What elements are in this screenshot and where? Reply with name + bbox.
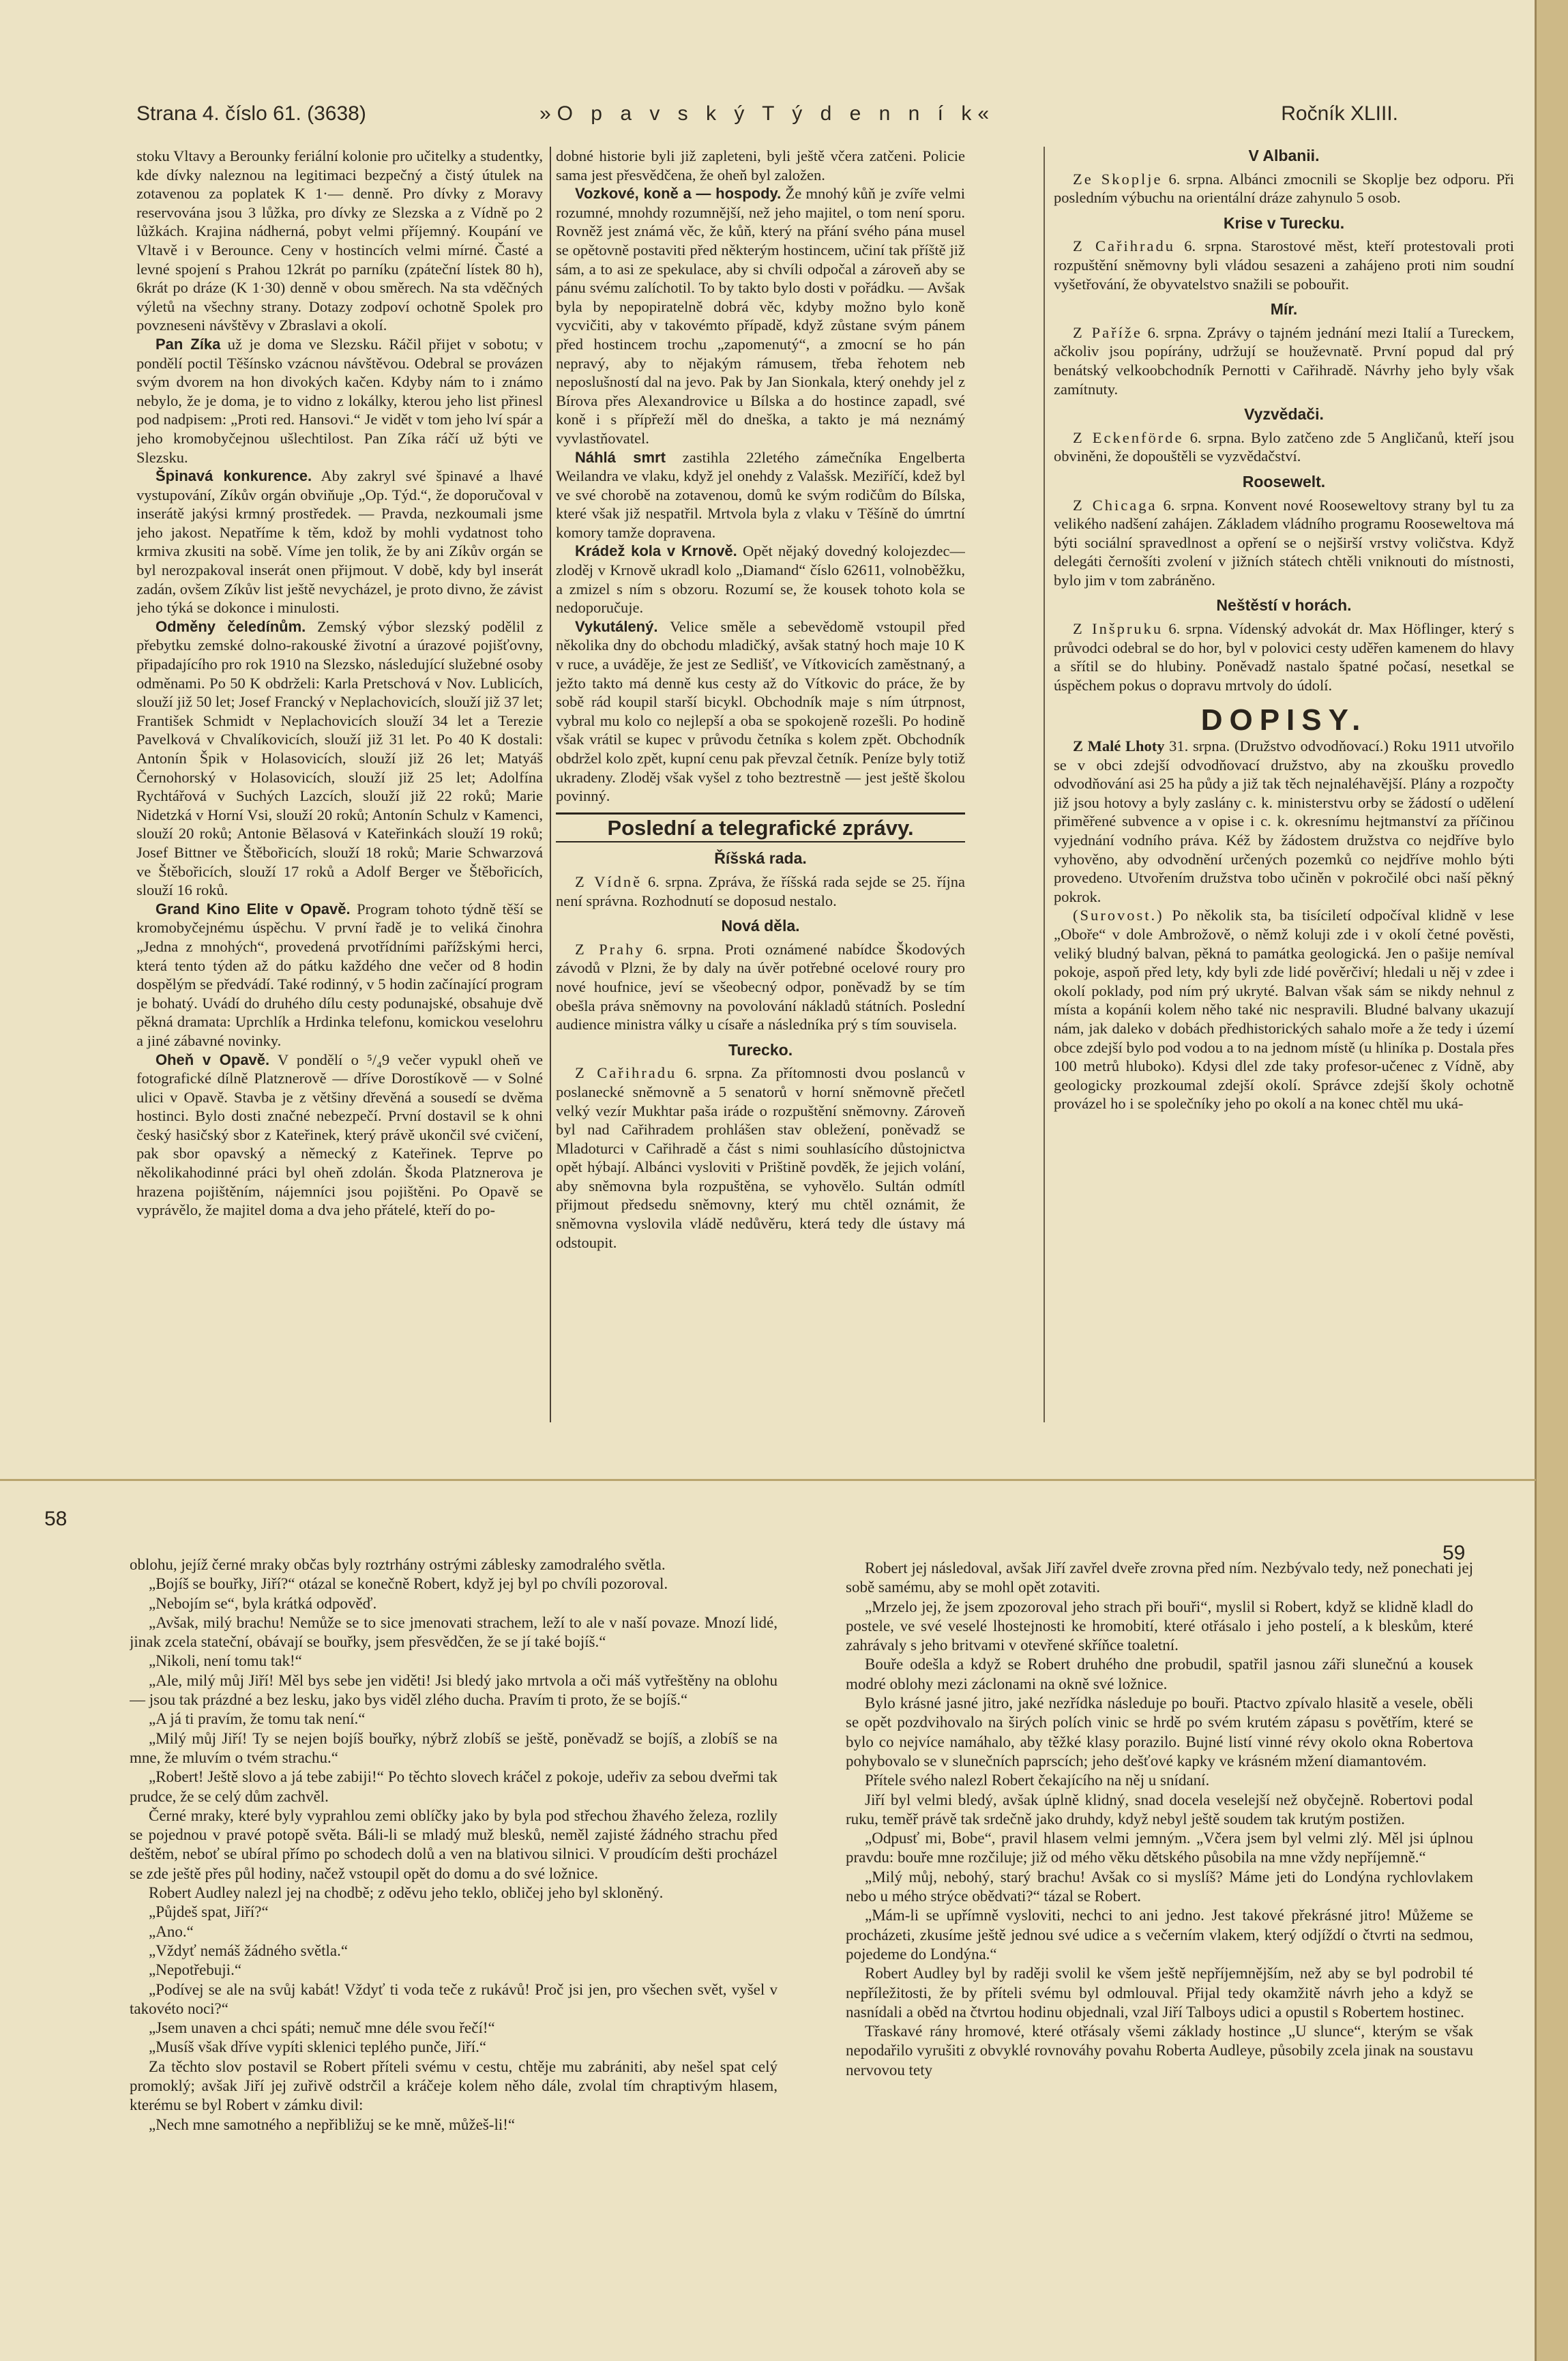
article-text: Opět nějaký dovedný kolojezdec—zloděj v Krnově ukradl kolo „Diamand“ číslo 62611, volnoběžku, a zmizel s ním s obzoru. Rozumí se, že kousek tohoto kola se nedoporučuje. — [556, 542, 965, 617]
article-text: Aby zakryl své špinavé a lhavé vystupování, Zíkův orgán obviňuje „Op. Týd.“, že doporučoval v inserátě jakýsi krmný prostředek. — Pravda, nezkoumali jsme jeho jakost. Nepatříme k těm, kdož by mohli vydatnost toho krmiva zkusiti na sobě. Víme jen tolik, že by ani Zíkův orgán se byl nerozpakoval inserát onen přijmout. V době, kdy byl inserát zadán, ovšem Zíkův list ještě nevycházel, je proto divno, že závist jeho týká se dokonce i minulosti. — [136, 467, 543, 617]
header-title: »O p a v s k ý T ý d e n n í k« — [539, 102, 996, 125]
novel-paragraph: „Ale, milý můj Jiří! Měl bys sebe jen viděti! Jsi bledý jako mrtvola a oči máš vytřeštěny na oblohu — jsou tak prázdné a bez lesku, jako bys viděl zlého ducha. Pravím ti proto, že se bojíš.“ — [130, 1671, 778, 1709]
news-text: 6. srpna. Albánci zmocnili se Skoplje bez odporu. Při posledním výbuchu na orientální dráze zahynulo 5 osob. — [1054, 170, 1514, 207]
novel-paragraph: Za těchto slov postavil se Robert příteli svému v cestu, chtěje mu zabrániti, aby nešel spat celý promoklý; avšak Jiří jej zuřivě odstrčil a kráčeje kolem něho dále, zvolal tím chraptivým hlasem, kterému se byl Robert v zámku divil: — [130, 2057, 778, 2114]
article-paragraph — [556, 542, 965, 617]
article-text: zastihla 22letého zámečníka Engelberta Weilandra ve vlaku, když jel onehdy z Valašsk. Meziříčí, kdež byl ve své chorobě na zotavenou, domů ke svým rodičům do Bílska, které však již nespatřil. Mrtvola byla z vlaku v Těšíně do úmrtní komory tamže dopravena. — [556, 448, 965, 541]
novel-paragraph: „Milý můj, nebohý, starý brachu! Avšak co si myslíš? Máme jeti do Londýna rychlovlakem nebo u mého strýce obědvati?“ tázal se Robert. — [846, 1868, 1473, 1905]
column-rule — [1044, 147, 1045, 1422]
novel-paragraph: „Nikoli, není tomu tak!“ — [149, 1652, 302, 1670]
news-item — [556, 872, 965, 910]
dateline: Z Cařihradu — [1073, 237, 1175, 255]
novel-paragraph: „Musíš však dříve vypíti sklenici teplého punče, Jiří.“ — [149, 2038, 487, 2056]
column-2 — [556, 147, 965, 1429]
section-title: Poslední a telegrafické zprávy. — [556, 812, 965, 843]
page-divider — [0, 1479, 1536, 1481]
article-paragraph: dobné historie byli již zapleteni, byli ještě včera zatčeni. Policie sama jest přesvědčena, že oheň byl založen. — [556, 147, 965, 184]
dateline: Z Eckenförde — [1073, 428, 1184, 446]
subheading: Mír. — [1270, 300, 1298, 319]
novel-paragraph: oblohu, jejíž černé mraky občas byly roztrhány ostrými záblesky zamodralého světla. — [130, 1556, 666, 1573]
novel-column-left — [130, 1555, 778, 2238]
subheading: Krise v Turecku. — [1223, 214, 1345, 232]
subheading: Vyzvědači. — [1244, 405, 1324, 424]
page-edge-line — [1535, 0, 1537, 2361]
novel-paragraph: „Bojíš se bouřky, Jiří?“ otázal se konečně Robert, když jej byl po chvíli pozoroval. — [149, 1575, 668, 1593]
news-item — [1054, 323, 1514, 398]
news-text: 6. srpna. Za přítomnosti dvou poslanců v poslanecké sněmovně a 5 senatorů v horní sněmovně přečetl velký vezír Mukhtar paša iráde o rozpuštění sněmovny. Zároveň byl nad Cařihradem prohlášen stav obležení, poněvadž se Mladoturci v Cařihradě a část s nimi souhlasícího důstojnictva opět hýbají. Albánci vysloviti v Prištině povděk, že jejich volání, aby sněmovna byla rozpuštěna, se vyhovělo. Sultán odmítl přijmout předsedu sněmovny, který mu chtěl oznámit, že sněmovna vyslovila vládě nedůvěru, která tedy dle ústavy má odstoupit. — [556, 1064, 965, 1251]
letter-text: 31. srpna. (Družstvo odvodňovací.) Roku 1911 utvořilo se v obci zdejší odvodňovací družstvo, aby na zkoušku provedlo odvodňování asi 25 ha půdy a již tak těch nejnaléhavější. Plány a rozpočty již jsou hotovy a byly zaslány c. k. ministerstvu orby se žádostí o udělení přiměřené subvence a v opise i c. k. okresnímu hejtmanství za příčinou vyjednání vodního práva. Kéž by žádostem družstva co nejdříve bylo vyhověno, aby odvodnění určených pozemků co nejdříve mohlo býti provedeno. Utvořením družstva tobo učiněn v pokročilé obci naší pěkný pokrok. — [1054, 737, 1514, 905]
page-number-left: 58 — [44, 1508, 68, 1530]
article-paragraph: stoku Vltavy a Berounky feriální kolonie pro učitelky a studentky, kde dívky naleznou na legitimaci bezpečný a čistý útulek na zotavenou za poplatek K 1·— denně. Pro dívky z Moravy reservována jsou 3 lůžka, pro dívky ze Slezska a z Vídně po 2 lůžkách. Krajina nádherná, pobyt velmi příjemný. Koupání ve Vltavě i v Berounce. Ceny v hostincích velmi mírné. Časté a levné spojení s Prahou 12krát po parníku (zpáteční lístek 80 h), 6krát po dráze (K 1·30) denně v obou směrech. Na sta vděčných výletů na všechny strany. Dotazy zodpoví ochotně Spolek pro povzneseni návštěvy v Zbraslavi a okolí. — [136, 147, 543, 334]
novel-paragraph: Bouře odešla a když se Robert druhého dne probudil, spatřil jasnou záři slunečnú a kousek modré oblohy mezi záclonami na okně své ložnice. — [846, 1656, 1473, 1692]
dateline: Z Vídně — [575, 872, 642, 890]
header-volume: Ročník XLIII. — [1281, 102, 1398, 125]
news-text: 6. srpna. Proti oznámené nabídce Škodových závodů v Plzni, že by daly na úvěr potřebné ocelové roury pro nové houfnice, jeví se všeobecný odpor, poněvadž by se tím obešla práva sněmovny na povolování nákladů státních. Poslední audience ministra války u císaře a následníka prý s tím souvisela. — [556, 940, 965, 1033]
novel-paragraph: „Nepotřebuji.“ — [149, 1961, 242, 1979]
news-text: 6. srpna. Starostové měst, kteří protestovali proti rozpuštění sněmovny byli vládou sesazeni a zahájeno proti nim soudní vyšetřování, že obyvatelstvo snažili se pobouřit. — [1054, 237, 1514, 293]
article-headline: Krádež kola v Krnově. — [575, 542, 737, 560]
novel-paragraph: Robert Audley nalezl jej na chodbě; z oděvu jeho teklo, obličej jeho byl skloněný. — [149, 1884, 664, 1902]
article-headline: Grand Kino Elite v Opavě. — [156, 900, 351, 918]
news-item — [1054, 428, 1514, 466]
article-paragraph — [556, 448, 965, 542]
novel-paragraph: Přítele svého nalezl Robert čekajícího na něj u snídaní. — [865, 1772, 1210, 1789]
news-item — [1054, 237, 1514, 293]
dateline: Z Cařihradu — [575, 1064, 677, 1082]
letters-section-title: DOPISY. — [1200, 703, 1367, 737]
novel-paragraph: Černé mraky, které byly vyprahlou zemi oblíčky jako by byla pod střechou žhavého železa, rozlily se pojednou v pravé potopě světa. Báli-li se mladý muž blesků, neměl zajisté žádného strachu před deštěm, neboť se ubíral přímo po schodech dolů a ven na blativou silnici. V proudícím dešti procházel se zde ještě přes půl hodiny, načež vstoupil opět do domu a do své ložnice. — [130, 1806, 778, 1882]
novel-paragraph: Jiří byl velmi bledý, avšak úplně klidný, snad docela veselejší než obyčejně. Robertovi podal ruku, teměř právě tak srdečně jako druhdy, když nebyl ještě soudem tak krutým postižen. — [846, 1791, 1473, 1828]
subheading: Roosewelt. — [1242, 472, 1326, 490]
header-page-info: Strana 4. číslo 61. (3638) — [136, 102, 366, 125]
article-headline: Oheň v Opavě. — [156, 1051, 270, 1068]
article-paragraph — [136, 467, 543, 617]
novel-paragraph: „Půjdeš spat, Jiří?“ — [149, 1903, 269, 1921]
letter-text: Po několik sta, ba tisíciletí odpočíval klidně v lese „Oboře“ v dole Ambrožově, o němž koluji zde i v okolí četné pověsti, veliký bludný balvan, pěkná to památka geologická. Jen o pašije nemíval pokoje, aspoň před lety, kdy byli zde lidé pověrčiví; hledali u něj v zdee i okolí poklady, pod ním prý ukryté. Balvan však sám se nikdy nehnul z místa a kopáníi kolem něho také nic nespravili. Bludné balvany ukazují nám, jak daleko v dobách předhistorických sahalo moře a že tedy i území obce zdejší bylo pod vodou a to na jednom místě (u hliníka p. Dostala přes 100 metrů hluboko). Kdysi dlel zde taky profesor-učenec z Vídně, aby geologicky prozkoumal zdejší okolí. Správce zdejší školy ochotně provázel ho i se společníky jeho po okolí a na konec chtěl mu uká- — [1054, 907, 1514, 1113]
novel-paragraph: Robert jej následoval, avšak Jiří zavřel dveře zrovna před ním. Nezbývalo tedy, než ponechati jej sobě samému, aby se mohl opět zotaviti. — [846, 1559, 1473, 1596]
article-text: Že mnohý kůň je zvíře velmi rozumné, mnohdy rozumnější, než jeho majitel, o tom není sporu. Rovněž jest známá věc, že kůň, který na přání svého pána musel se opětovně postaviti před některým hostincem, učiní tak příště již sám, a to asi ze spekulace, aby si chvíli odpočal a zároveň aby se pánu svému zalíchotil. To by takto bylo dosti v pořádku. — Avšak byla by nepopiratelně dobrá věc, kdyby možno bylo koně vycvičiti, aby v takovémto případě, když zůstane svým pánem před hostincem trochu „zapomenutý“, a zmocní se ho pán nepravý, aby to nějakým rámusem, třeba řehotem neb neposlušností dal na jevo. Pak by Jan Sionkala, který onehdy jel z Bírova přes Alexandrovice u Bílska a do hostince zapadl, své koně i s přípřeží měl do dneška, a takto je má neznámý vyvlastňovatel. — [556, 185, 965, 447]
news-text: 6. srpna. Vídenský advokát dr. Max Höflinger, který s průvodci odebral se do hor, byl v polovici cesty uděřen kamenem do hlavy a sřítil se do hlubiny. Poněvadž nastalo špatné počasí, nesetkal se úspěchem pokus o dopravu mrtvoly do údolí. — [1054, 620, 1514, 694]
news-item — [1054, 619, 1514, 694]
novel-paragraph: „Odpusť mi, Bobe“, pravil hlasem velmi jemným. „Včera jsem byl velmi zlý. Měl jsi úplnou pravdu: bouře mne rozčiluje; již od mého věku dětského působila na mne vždy nepříjemně.“ — [846, 1830, 1473, 1866]
novel-paragraph: „Jsem unaven a chci spáti; nemuč mne déle svou řečí!“ — [149, 2019, 495, 2037]
novel-paragraph: „Milý můj Jiří! Ty se nejen bojíš bouřky, nýbrž zlobíš se ještě, poněvadž se bojíš, a zlobíš se na mne, že mluvím o tvém strachu.“ — [130, 1729, 778, 1766]
dateline: Z Inšpruku — [1073, 620, 1164, 638]
article-paragraph — [136, 617, 543, 900]
article-headline: Vykutálený. — [575, 617, 658, 635]
news-text: 6. srpna. Zpráva, že říšská rada sejde se 25. října není správna. Rozhodnutí se doposud nestalo. — [556, 872, 965, 909]
novel-paragraph: „Mám-li se upřímně vysloviti, nechci to ani jedno. Jest takové překrásné jitro! Můžeme se procházeti, zkusíme ještě jednou své udice a s večerním vlakem, který odjíždí o čtvrti na sedmou, pojedeme do Londýna.“ — [846, 1907, 1473, 1963]
dateline: Z Paříže — [1073, 323, 1142, 341]
column-1 — [136, 147, 543, 1429]
subheading: Nová děla. — [721, 917, 800, 935]
article-paragraph — [136, 900, 543, 1051]
novel-paragraph: „Vždyť nemáš žádného světla.“ — [149, 1941, 349, 1959]
article-text: V pondělí o ⁵/₄9 večer vypukl oheň ve fotografické dílně Platznerově — dříve Dorostíkově — v Solné ulici v Opavě. Stavba je z většiny dřevěná a sousedí se dvěma hostinci. Bylo dosti značné nebezpečí. První dostavil se k ohni český hasičský sbor z Kateřinek, který právě ukončil své cvičení, pak sbor opavský a německý z Kateřinek. Teprve po několikahodinné práci byl oheň zdolán. Škoda Platznerova je hrazena pojištěním, nájemníci jsou pojištěni. Po Opavě se vyprávělo, že majitel doma a dva jeho přátelé, kteří do po- — [136, 1051, 543, 1219]
dateline: Ze Skoplje — [1073, 170, 1163, 188]
novel-paragraph: „Nech mne samotného a nepřibližuj se ke mně, můžeš-li!“ — [149, 2115, 516, 2133]
letter-item — [1054, 737, 1514, 906]
article-paragraph — [556, 184, 965, 448]
letter-lead: (Surovost.) — [1073, 907, 1164, 924]
column-3 — [1054, 147, 1514, 1429]
news-text: 6. srpna. Zprávy o tajném jednání mezi Italií a Tureckem, ačkoliv jsou popírány, udržují se houževnatě. První popud dal prý benátský velkoobchodník Pernotti v Cařihradě. Návrhy jeho byly však zamítnuty. — [1054, 323, 1514, 398]
dateline: Z Chicaga — [1073, 496, 1157, 514]
news-text: 6. srpna. Konvent nové Rooseweltovy strany byl tu za velikého nadšení zahájen. Základem vládního programu Rooseweltova má býti sociální spravedlnost a opření se o nejširší vrstvy voličstva. Když delegáti černošíti zvolení v jižních státech chtěli vniknouti do místnosti, bylo jim v tom zabráněno. — [1054, 496, 1514, 589]
novel-paragraph: Robert Audley byl by raději svolil ke všem ještě nepříjemnějším, než aby se byl podrobil té nepříležitosti, že by příteli svému byl odmlouval. Přijal tedy okamžitě návrh jeho a když se nasnídali a oběd na čtvrtou hodinu objednali, vzal Jiří Talboys udici a opustil s Robertem hostinec. — [846, 1965, 1473, 2021]
page-edge — [1536, 0, 1568, 2361]
news-item — [1054, 496, 1514, 590]
article-text: Program tohoto týdně těší se kromobyčejnému úspěchu. V první řadě je to veliká činohra „Jedna z mnohých“, provedená prvotřídními pařížskými herci, která tento týden až do pátku každého dne večer od 8 hodin dospělým se předvádí. Také rodinný, v 5 hodin začínající program je bohatý. Uvádí do druhého dílu cesty podunajské, obsahuje dvě pěkná dramata: Uprchlík a Hrdinka telefonu, komickou veselohru a jiné zábavné novinky. — [136, 900, 543, 1049]
novel-column-right — [846, 1559, 1473, 2268]
article-paragraph — [136, 335, 543, 467]
news-item — [556, 1064, 965, 1252]
novel-paragraph: „Avšak, milý brachu! Nemůže se to sice jmenovati strachem, leží to ale v naší povaze. Mnozí lidé, jinak zcela stateční, obávají se bouřky, jsem přesvědčen, že se jí také bojíš.“ — [130, 1613, 778, 1651]
subheading: Turecko. — [728, 1040, 793, 1059]
subheading: Neštěstí v horách. — [1216, 596, 1352, 615]
page-header — [136, 102, 1398, 130]
novel-paragraph: „Mrzelo jej, že jsem zpozoroval jeho strach při bouři“, myslil si Robert, když se klidně kladl do postele, ve své veselé lhostejnosti ke hromobití, které otřásalo i jeho postelí, a k bleskům, které zahrávaly s jeho britvami v otevřené skříňce toaletní. — [846, 1598, 1473, 1654]
article-text: už je doma ve Slezsku. Ráčil přijet v sobotu; v pondělí poctil Těšínsko vzácnou návštěvou. Odebral se provázen svým dvorem na hon divokých kačen. Kdyby nám to i známo nebylo, že je doma, je to vidno z lokálky, kterou jeho list přinesl pod nadpisem: „Proti red. Hansovi.“ Je vidět v tom jeho lví spár a jeho kromobyčejnou ušlechtilost. Pan Zíka ráčí už býti ve Slezsku. — [136, 335, 543, 466]
page-number-right: 59 — [1443, 1542, 1466, 1564]
article-text: Velice směle a sebevědomě vstoupil před několika dny do obchodu mladičký, avšak statný hoch maje 10 K v ruce, a uváděje, že jest ze Sedlišť, ve Vítkovicích zaměstnaný, a ježto takto má denně kus cesty až do Vítkovic do práce, že by sobě rád koupil starší bicykl. Obchodník maje s ním útrpnost, vybral mu kolo co nejlepší a oba se spokojeně rozešli. Po hodině však vrátil se kupec v průvodu četníka s kolem zpět. Obchodník obdržel kolo zpět, kupní cenu pak převzal četník. Peníze byly totiž ukradeny. Zloděj však vyšel z toho beztrestně — jest ještě školou povinný. — [556, 617, 965, 805]
novel-paragraph: „Robert! Ještě slovo a já tebe zabiji!“ Po těchto slovech kráčel z pokoje, udeřiv za sebou dveřmi tak prudce, že se celý dům zachvěl. — [130, 1768, 778, 1805]
article-headline: Pan Zíka — [156, 335, 221, 353]
letter-item — [1054, 906, 1514, 1113]
article-headline: Vozkové, koně a — hospody. — [575, 185, 782, 203]
article-headline: Odměny čeledínům. — [156, 617, 306, 635]
article-text: Zemský výbor slezský podělil z přebytku zemské dolno-rakouské životní a úrazové pojišťovny, připadajícího pro rok 1910 na Slezsko, následující služebné osoby odměnami. Po 50 K obdrželi: Karla Pretschová v Nov. Lublicích, slouží již 50 let; Josef Francký v Neplachovicích, slouží již 37 let; František Schmidt v Neplachovicích slouží 34 let a Terezie Pavelková v Chvalíkovicích, slouží již 31 let. Po 40 K dostali: Antonín Špik v Holasovicích, slouží již 26 let; Matyáš Černohorský v Holasovicích, slouží již 25 let; Adolfína Rychtářová v Suchých Lazcích, slouží již 22 roků; Marie Nidetzká v Horní Vsi, slouží 20 roků; Antonín Schulz v Kamenci, slouží 20 roků; Antonie Bělasová v Kateřinkách slouží 19 roků; Josef Bittner ve Štěbořicích, slouží 18 roků; Marie Schwarzová ve Štěbořicích, slouží 17 roků a Adolf Berger ve Štěbořicích, slouží 16 roků. — [136, 617, 543, 899]
news-item — [556, 940, 965, 1034]
novel-paragraph: „Podívej se ale na svůj kabát! Vždyť ti voda teče z rukávů! Proč jsi jen, pro všechen svět, vyšel v takovéto noci?“ — [130, 1980, 778, 2017]
novel-paragraph: Třaskavé rány hromové, které otřásaly všemi základy hostince „U slunce“, kterým se však nepodařilo vyrušiti z obvyklé rovnováhy povahu Roberta Audleye, působily zcela jinak na soustavu nervovou tety — [846, 2023, 1473, 2079]
article-headline: Špinavá konkurence. — [156, 467, 312, 485]
column-rule — [550, 147, 551, 1422]
dateline: Z Malé Lhoty — [1073, 737, 1165, 755]
subheading: V Albanii. — [1248, 147, 1320, 164]
article-paragraph — [136, 1051, 543, 1220]
novel-paragraph: Bylo krásné jasné jitro, jaké nezřídka následuje po bouři. Ptactvo zpívalo hlasitě a vesele, oběli se opět pozdvihovalo na širých polích vinic se hrdě po svém krutém zápasu s povětřím, které se bylo co nejvíce namáhalo, aby těžké klasy porazilo. Bujné listí vinné révy okolo okna Robertova pohybovalo se v slunečních paprscích; jeho dešťové kapky ve krásném mžení diamantovém. — [846, 1695, 1473, 1770]
dateline: Z Prahy — [575, 940, 645, 958]
subheading: Říšská rada. — [714, 849, 807, 868]
novel-paragraph: „Ano.“ — [149, 1922, 194, 1940]
article-paragraph — [556, 617, 965, 806]
novel-paragraph: „A já ti pravím, že tomu tak není.“ — [149, 1710, 366, 1728]
news-text: 6. srpna. Bylo zatčeno zde 5 Angličanů, kteří jsou obviněni, že dopouštěli se vyzvědačství. — [1054, 428, 1514, 465]
article-headline: Náhlá smrt — [575, 448, 666, 466]
novel-paragraph: „Nebojím se“, byla krátká odpověď. — [149, 1594, 377, 1612]
news-item — [1054, 170, 1514, 207]
